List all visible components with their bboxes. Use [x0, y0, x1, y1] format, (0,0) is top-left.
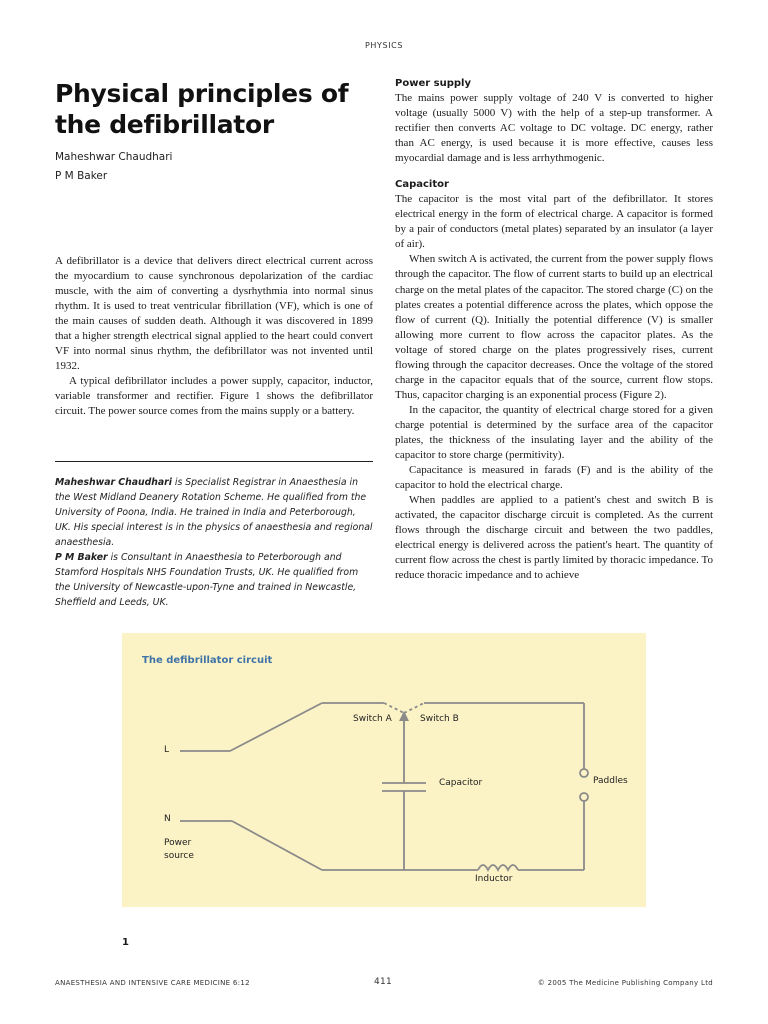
label-inductor: Inductor [475, 874, 513, 884]
arrow-up-icon [399, 711, 409, 721]
switch-arm-l [230, 703, 322, 751]
paddle-terminal-bottom [580, 793, 588, 801]
figure-defibrillator-circuit [122, 633, 646, 907]
body-paragraph: In the capacitor, the quantity of electrical charge stored for a given charge potential is determined by the surface area of the capacitor plates, the thickness of the insulating layer and the ability of the capacitor to store charge (permitivity). [395, 403, 713, 462]
footer-page-number: 411 [374, 977, 393, 987]
label-switch-b: Switch B [420, 714, 459, 724]
switch-b-contact [404, 703, 424, 713]
author-1: Maheshwar Chaudhari [55, 151, 173, 163]
author-2: P M Baker [55, 170, 108, 182]
switch-arm-n [232, 821, 322, 870]
label-source: source [164, 851, 194, 861]
paddle-terminal-top [580, 769, 588, 777]
label-n: N [164, 814, 171, 824]
figure-title: The defibrillator circuit [142, 655, 273, 666]
body-paragraph: When switch A is activated, the current from the power supply flows through the capacitor. The flow of current starts to build up an electrical charge on the metal plates of the capacitor. The stored charge (C) on the plates creates a potential difference across the plates, which oppose the flow of current (Q). Initially the potential difference (V) is smaller allowing more current to flow across the capacitor plates. As the voltage of stored charge on the plates progressively rises, current flowing through the capacitor decreases. Once the voltage of the stored charge in the capacitor equals that of the source, current flow stops. Thus, capacitor charging is an exponential process (Figure 2). [395, 253, 713, 401]
label-l: L [164, 745, 170, 755]
article-title: Physical principles of the defibrillator [55, 79, 349, 139]
circuit-diagram [122, 633, 646, 907]
bio-text: is Consultant in Anaesthesia to Peterborough and Stamford Hospitals NHS Foundation Trusts, UK. He qualified from the University of Newcastle-upon-Tyne and trained in Newcastle, Sheffield and Leeds, UK. [55, 552, 359, 608]
figure-number: 1 [122, 937, 129, 948]
label-power: Power [164, 838, 192, 848]
bio-name: P M Baker [55, 552, 108, 563]
left-column-body [55, 254, 373, 420]
author-bio-1 [55, 475, 373, 550]
bio-text: is Specialist Registrar in Anaesthesia in the West Midland Deanery Rotation Scheme. He qualified from the University of Poona, India. He trained in India and Peterborough, UK. His special interest is in the physics of anaesthesia and regional anaesthesia. [55, 477, 373, 548]
bio-divider [55, 461, 373, 462]
footer-journal: ANAESTHESIA AND INTENSIVE CARE MEDICINE 6:12 [55, 979, 250, 987]
label-paddles: Paddles [593, 776, 628, 786]
running-header: PHYSICS [364, 41, 404, 50]
body-paragraph: A typical defibrillator includes a power supply, capacitor, inductor, variable transformer and rectifier. Figure 1 shows the defibrillator circuit. The power source comes from the mains supply or a battery. [55, 375, 373, 418]
inductor-coil [478, 865, 518, 870]
author-bio-2 [55, 550, 373, 610]
right-column-body [395, 77, 713, 583]
body-paragraph: Capacitance is measured in farads (F) and is the ability of the capacitor to hold the electrical charge. [395, 464, 713, 492]
section-heading-power-supply: Power supply [395, 78, 471, 89]
switch-a-contact [384, 703, 404, 713]
label-capacitor: Capacitor [439, 778, 483, 788]
body-paragraph: The mains power supply voltage of 240 V is converted to higher voltage (usually 5000 V) with the help of a step-up transformer. A rectifier then converts AC voltage to DC voltage. DC energy, rather than AC energy, is used because it is more effective, causes less myocardial damage and is less arrhythmogenic. [395, 92, 713, 165]
section-heading-capacitor: Capacitor [395, 179, 449, 191]
body-paragraph: A defibrillator is a device that delivers direct electrical current across the myocardium to cause synchronous depolarization of the cardiac muscle, with the aim of converting a dysrhythmia into normal sinus rhythm. It is used to treat ventricular fibrillation (VF), which is one of the main causes of sudden death. Although it was discovered in 1899 that a higher strength electrical signal applied to the heart could convert VF into normal sinus rhythm, the defibrillator was not invented until 1932. [55, 255, 373, 373]
body-paragraph: When paddles are applied to a patient's chest and switch B is activated, the capacitor discharge circuit is completed. As the current flows through the discharge circuit and between the two paddles, electrical energy is delivered across the patient's heart. The quantity of current flow across the chest is partly limited by thoracic impedance. To reduce thoracic impedance and to achieve [395, 494, 713, 582]
label-switch-a: Switch A [353, 714, 392, 724]
body-paragraph: The capacitor is the most vital part of the defibrillator. It stores electrical energy in the form of electrical charge. A capacitor is formed by a pair of conductors (metal plates) separated by an insulator (a layer of air). [395, 193, 713, 251]
bio-name: Maheshwar Chaudhari [55, 477, 172, 488]
footer-copyright: © 2005 The Medicine Publishing Company Ltd [537, 979, 713, 987]
